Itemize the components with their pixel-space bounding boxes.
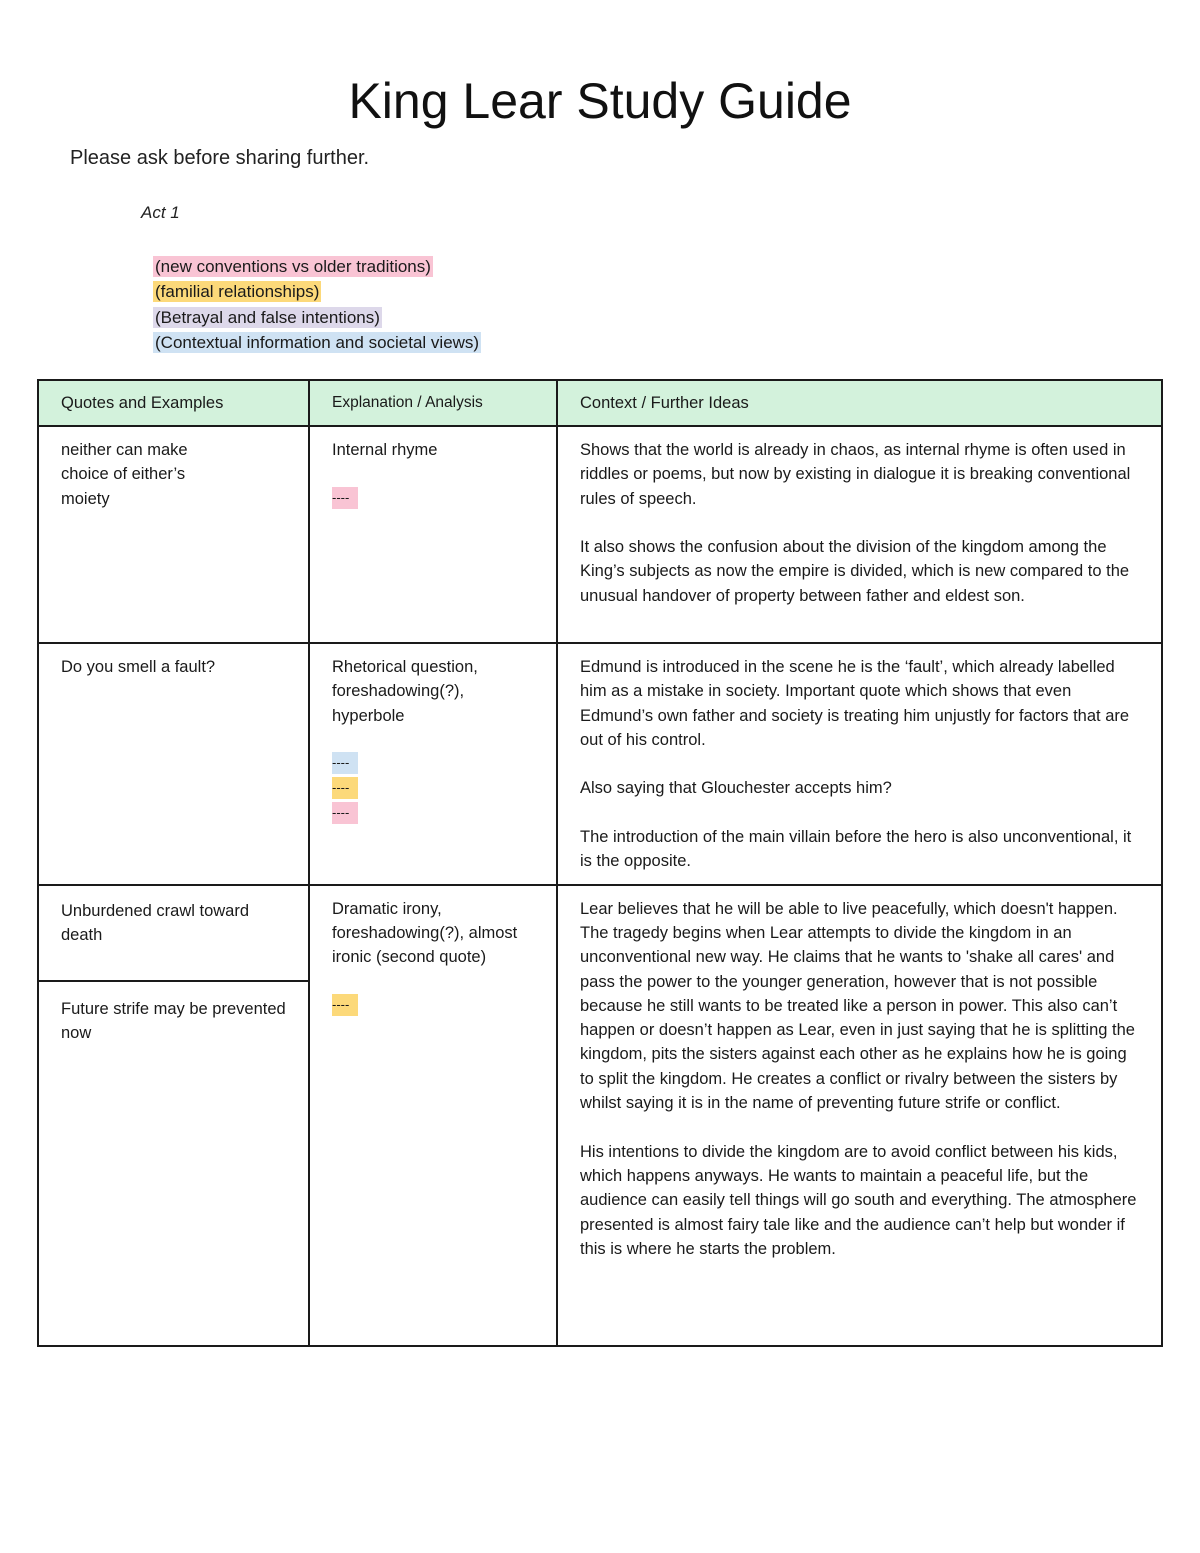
explanation-content [310, 644, 556, 837]
quote-text: Unburdened crawl toward death [39, 886, 308, 982]
quote-cell [38, 643, 309, 885]
sharing-note: Please ask before sharing further. [70, 147, 370, 169]
theme-marker: ---- [332, 777, 358, 799]
legend-item [153, 254, 481, 279]
quote-cell [38, 426, 309, 643]
page-title: King Lear Study Guide [348, 73, 852, 129]
legend-item [153, 330, 481, 355]
context-content [558, 644, 1161, 884]
context-content [558, 886, 1161, 1271]
act-heading: Act 1 [141, 203, 180, 222]
explanation-cell [309, 426, 557, 643]
header-explanation: Explanation / Analysis [309, 380, 557, 426]
theme-marker: ---- [332, 487, 358, 509]
legend-label-conventions: (new conventions vs older traditions) [155, 257, 431, 276]
header-quotes: Quotes and Examples [38, 380, 309, 426]
legend-item [153, 305, 481, 330]
legend-label-familial: (familial relationships) [155, 282, 320, 302]
context-paragraph: Also saying that Glouchester accepts him? [580, 779, 892, 798]
explanation-content [310, 427, 556, 522]
quote-text: Future strife may be prevented now [61, 999, 286, 1042]
context-paragraph: His intentions to divide the kingdom are to avoid conflict between his kids, which happens anyways. He wants to maintain a peaceful life, but the audience can easily tell things will go south and everything. The atmosphere presented is almost fairy tale like and the audience can’t help but wonder if this is where he starts the problem. [580, 1142, 1137, 1258]
explanation-cell [309, 885, 557, 1346]
explanation-text: Dramatic irony, foreshadowing(?), almost ironic (second quote) [332, 899, 518, 967]
legend-item [153, 279, 481, 304]
quote-text: Do you smell a fault? [61, 658, 216, 676]
table-row [38, 643, 1162, 885]
theme-marker: ---- [332, 752, 358, 774]
theme-marker: ---- [332, 994, 358, 1016]
table-header-row [38, 380, 1162, 426]
header-context: Context / Further Ideas [557, 380, 1162, 426]
context-cell [557, 885, 1162, 1346]
explanation-content [310, 886, 556, 1029]
explanation-text: Internal rhyme [332, 441, 438, 459]
context-cell [557, 426, 1162, 643]
color-legend [153, 254, 481, 355]
quote-text: neither can make choice of either’s moiety [61, 441, 188, 508]
legend-label-context: (Contextual information and societal views) [155, 332, 480, 352]
study-table [37, 379, 1163, 1347]
quote-cell [38, 885, 309, 1346]
legend-label-betrayal: (Betrayal and false intentions) [155, 307, 380, 327]
explanation-cell [309, 643, 557, 885]
explanation-text: Rhetorical question, foreshadowing(?), hyperbole [332, 658, 478, 725]
table-row [38, 885, 1162, 1346]
table-row [38, 426, 1162, 643]
context-paragraph: Shows that the world is already in chaos, as internal rhyme is often used in riddles or poems, but now by existing in dialogue it is breaking conventional rules of speech. [580, 441, 1131, 508]
context-paragraph: Lear believes that he will be able to live peacefully, which doesn't happen. The tragedy begins when Lear attempts to divide the kingdom in an unconventional new way. He claims that he wants to 'shake all cares' and pass the power to the younger generation, however that is not possible because he still wants to be treated like a person in power. This also can’t happen or doesn’t happen as Lear, even in just saying that he is splitting the kingdom, pits the sisters against each other as he explains how he is going to split the kingdom. He creates a conflict or rivalry between the sisters by whilst saying it is in the name of preventing future strife or conflict. [580, 899, 1135, 1113]
theme-marker: ---- [332, 802, 358, 824]
context-paragraph: The introduction of the main villain before the hero is also unconventional, it is the opposite. [580, 828, 1132, 871]
context-content [558, 427, 1161, 618]
context-paragraph: Edmund is introduced in the scene he is the ‘fault’, which already labelled him as a mistake in society. Important quote which shows that even Edmund’s own father and society is treating him unjustly for factors that are out of his control. [580, 658, 1130, 749]
context-cell [557, 643, 1162, 885]
context-paragraph: It also shows the confusion about the division of the kingdom among the King’s subjects as now the empire is divided, which is new compared to the unusual handover of property between father and eldest son. [580, 538, 1130, 605]
